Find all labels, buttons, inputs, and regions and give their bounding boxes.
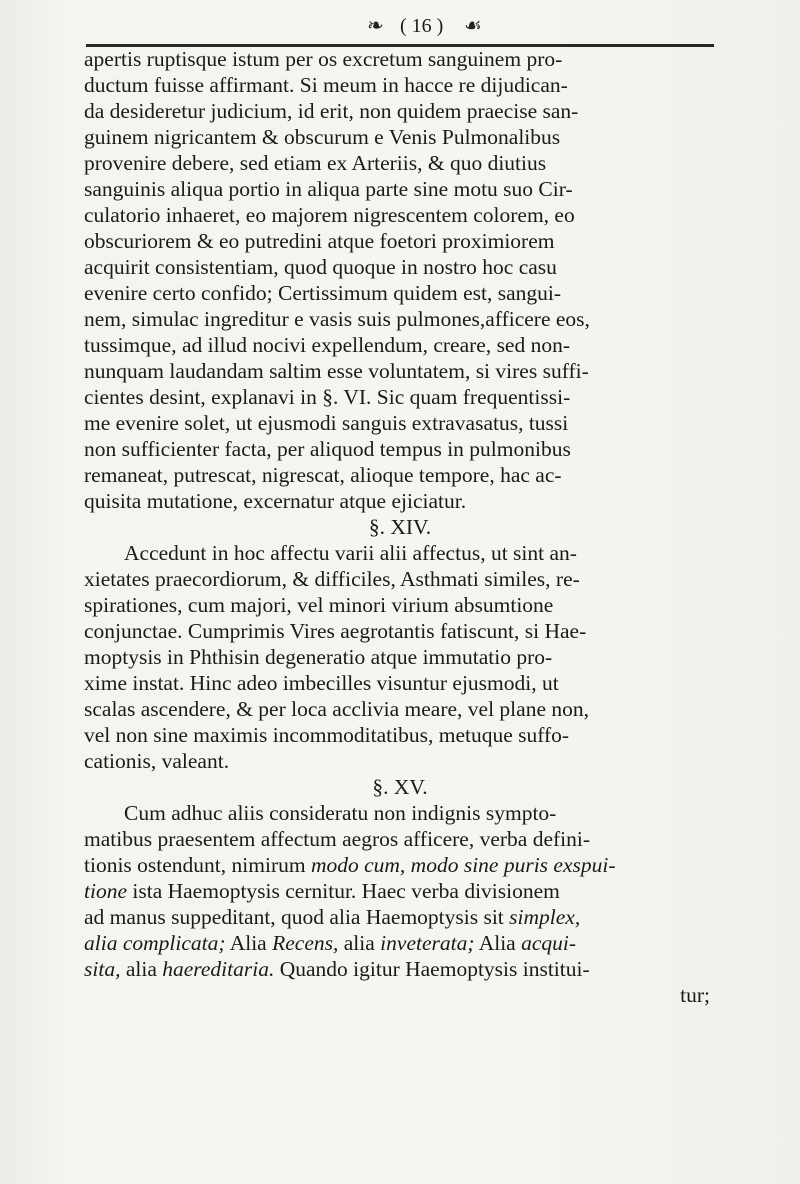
text-line: conjunctae. Cumprimis Vires aegrotantis fatiscunt, si Hae- xyxy=(84,619,587,643)
text-line: culatorio inhaeret, eo majorem nigrescentem colorem, eo xyxy=(84,203,575,227)
text-run: tionis ostendunt, nimirum xyxy=(84,853,311,877)
text-line: cientes desint, explanavi in §. VI. Sic quam frequentissi- xyxy=(84,385,571,409)
italic-run: sita, xyxy=(84,957,121,981)
text-line: vel non sine maximis incommoditatibus, metuque suffo- xyxy=(84,723,570,747)
italic-run: tione xyxy=(84,879,127,903)
text-line: non sufficienter facta, per aliquod tempus in pulmonibus xyxy=(84,437,571,461)
text-line: guinem nigricantem & obscurum e Venis Pulmonalibus xyxy=(84,125,561,149)
italic-run: modo cum, modo sine puris exspui- xyxy=(310,853,616,877)
paragraph-continuation xyxy=(84,46,716,514)
text-run: Alia xyxy=(225,931,273,955)
italic-run: acqui- xyxy=(521,931,577,955)
section-heading-xv: §. XV. xyxy=(372,775,428,799)
italic-run: simplex, xyxy=(509,905,581,929)
text-run: Alia xyxy=(474,931,522,955)
text-run: Quando igitur Haemoptysis institui- xyxy=(274,957,590,981)
text-run: alia xyxy=(120,957,163,981)
italic-run: alia complicata; xyxy=(84,931,226,955)
page-number: ( 16 ) xyxy=(400,15,444,37)
text-line: acquirit consistentiam, quod quoque in nostro hoc casu xyxy=(84,255,557,279)
text-line: spirationes, cum majori, vel minori virium absumtione xyxy=(84,593,554,617)
text-line: sanguinis aliqua portio in aliqua parte sine motu suo Cir- xyxy=(84,177,573,201)
printer-ornament-left: ❧ xyxy=(367,15,384,37)
text-line: nunquam laudandam saltim esse voluntatem, si vires suffi- xyxy=(84,359,589,383)
text-line xyxy=(84,878,716,904)
text-line: ductum fuisse affirmant. Si meum in hacce re dijudican- xyxy=(84,73,568,97)
text-line: da desideretur judicium, id erit, non quidem praecise san- xyxy=(84,99,579,123)
text-line: nem, simulac ingreditur e vasis suis pulmones,afficere eos, xyxy=(84,307,590,331)
text-line: Accedunt in hoc affectu varii alii affectus, ut sint an- xyxy=(124,541,577,565)
catchword: tur; xyxy=(680,983,710,1007)
text-line: matibus praesentem affectum aegros afficere, verba defini- xyxy=(84,827,591,851)
paragraph-xv xyxy=(84,800,716,1008)
section-heading-xiv: §. XIV. xyxy=(368,515,432,539)
italic-run: haereditaria. xyxy=(162,957,275,981)
text-line xyxy=(84,930,716,956)
text-line: remaneat, putrescat, nigrescat, alioque tempore, hac ac- xyxy=(84,463,562,487)
italic-run: inveterata; xyxy=(380,931,475,955)
text-line: scalas ascendere, & per loca acclivia meare, vel plane non, xyxy=(84,697,589,721)
printer-ornament-right: ☙ xyxy=(464,15,482,37)
text-line xyxy=(84,852,716,878)
text-line: xietates praecordiorum, & difficiles, Asthmati similes, re- xyxy=(84,567,580,591)
page-header xyxy=(0,10,800,42)
text-line: evenire certo confido; Certissimum quidem est, sangui- xyxy=(84,281,562,305)
text-line: cationis, valeant. xyxy=(84,749,230,773)
italic-run: Recens, xyxy=(272,931,339,955)
text-line xyxy=(84,904,716,930)
text-line: me evenire solet, ut ejusmodi sanguis extravasatus, tussi xyxy=(84,411,569,435)
body-text xyxy=(84,46,716,1008)
text-line xyxy=(84,956,716,982)
text-line: moptysis in Phthisin degeneratio atque immutatio pro- xyxy=(84,645,553,669)
text-run: ista Haemoptysis cernitur. Haec verba divisionem xyxy=(127,879,560,903)
text-line: Cum adhuc aliis consideratu non indignis sympto- xyxy=(124,801,557,825)
text-line: quisita mutatione, excernatur atque ejiciatur. xyxy=(84,489,467,513)
paragraph-xiv xyxy=(84,540,716,774)
text-line: provenire debere, sed etiam ex Arteriis, & quo diutius xyxy=(84,151,547,175)
text-run: alia xyxy=(338,931,381,955)
text-line: xime instat. Hinc adeo imbecilles visuntur ejusmodi, ut xyxy=(84,671,559,695)
text-line: obscuriorem & eo putredini atque foetori proximiorem xyxy=(84,229,555,253)
text-line: apertis ruptisque istum per os excretum sanguinem pro- xyxy=(84,47,563,71)
text-line: tussimque, ad illud nocivi expellendum, creare, sed non- xyxy=(84,333,571,357)
text-run: ad manus suppeditant, quod alia Haemoptysis sit xyxy=(84,905,510,929)
